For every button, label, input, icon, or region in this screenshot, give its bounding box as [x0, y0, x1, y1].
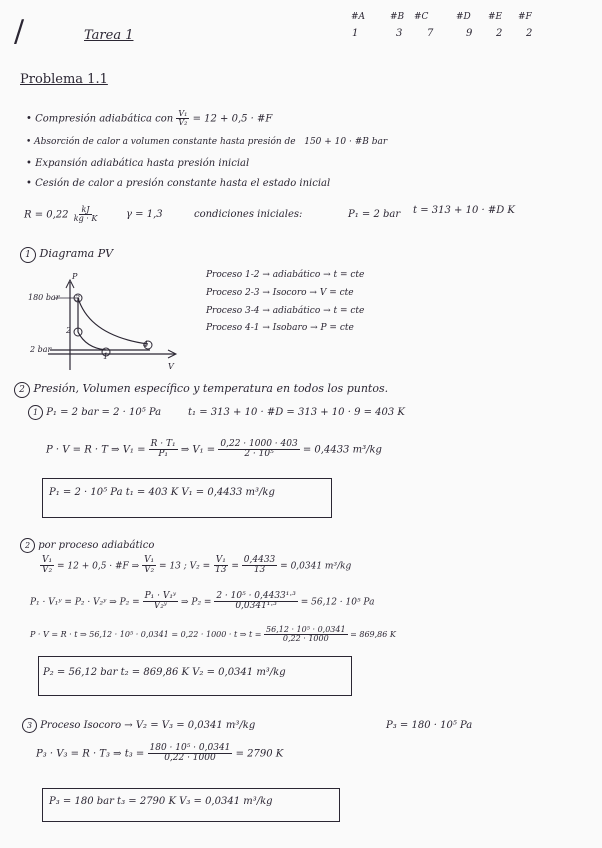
grade-value: 2 [526, 28, 533, 39]
frac-den: 0,22 · 1000 [164, 753, 216, 764]
grade-label: #A [351, 12, 366, 22]
t3-eq: P₃ · V₃ = R · T₃ ⇒ t₃ = [36, 748, 145, 760]
initial-pressure: P₁ = 2 bar [348, 209, 401, 220]
frac-v1-numeric [218, 440, 299, 460]
point2-heading [20, 538, 154, 553]
frac-num: 0,22 · 1000 · 403 [220, 439, 298, 449]
diagram-heading [20, 247, 113, 263]
p-low-label: 2 bar [30, 345, 52, 354]
r-unit [72, 206, 100, 224]
frac-rt-p [149, 440, 178, 460]
ratio-numerator: V₁ [178, 109, 188, 118]
frac-num: 56,12 · 10⁵ · 0,0341 [266, 625, 346, 634]
point3-boxed: P₃ = 180 bar t₃ = 2790 K V₃ = 0,0341 m³/kg [49, 796, 273, 807]
p2-frac-numeric [214, 592, 298, 612]
frac-den: 2 · 10⁵ [244, 449, 274, 460]
grade-label: #B [390, 12, 405, 22]
v-axis-label: V [168, 362, 174, 371]
frac-num: P₁ · V₁ʸ [144, 591, 177, 601]
bullet-text: Compresión adiabática con [35, 113, 174, 125]
t2-frac [264, 626, 348, 644]
bullet-heat-release: • Cesión de calor a presión constante hasta el estado inicial [26, 178, 331, 189]
section2-title: Presión, Volumen específico y temperatura en todos los puntos. [33, 382, 389, 395]
frac-den: P₁ [158, 449, 168, 460]
equals: = [231, 561, 239, 572]
point2-boxed: P₂ = 56,12 bar t₂ = 869,86 K V₂ = 0,0341 m³/kg [43, 667, 286, 678]
t3-frac [148, 744, 233, 764]
frac-den: 0,22 · 1000 [282, 634, 329, 644]
ratio-denominator: V₂ [178, 118, 188, 128]
bullet-value: 150 + 10 · #B bar [304, 137, 388, 147]
section-number-badge: 2 [14, 382, 30, 398]
section-number-badge: 1 [20, 247, 36, 263]
frac-num: V₁ [215, 555, 226, 565]
point-badge: 2 [20, 538, 35, 553]
bullet-text: Cesión de calor a presión constante hasta el estado inicial [35, 178, 331, 189]
frac-num: V₁ [144, 555, 155, 565]
adiabatic-eq: P₁ · V₁ʸ = P₂ · V₂ʸ ⇒ P₂ = [30, 597, 140, 608]
bullet-text: Expansión adiabática hasta presión inicial [35, 158, 250, 169]
point3-result-box [42, 788, 340, 822]
point2-volume-calc [40, 556, 351, 576]
bullet-compression: • Compresión adiabática con $\frac{\text{V₁}}{\text{V₂}}$ = 12 + 0,5 · #F [26, 109, 273, 128]
frac-num: V₁ [42, 555, 53, 565]
p2-frac [143, 592, 179, 612]
pv-diagram [20, 270, 180, 380]
point3-isochore [22, 718, 255, 733]
bullet-text: Absorción de calor a volumen constante hasta presión de [34, 137, 296, 147]
v1-result: = 0,4433 m³/kg [302, 444, 382, 456]
p-axis-label: P [72, 272, 78, 281]
v2-result: = 0,0341 m³/kg [280, 561, 352, 572]
frac-num: 0,4433 [243, 555, 276, 565]
grade-value: 7 [427, 28, 434, 39]
r-unit-den: kg · K [73, 214, 98, 224]
point1-result-box [42, 478, 332, 518]
diagram-title: Diagrama PV [39, 247, 114, 260]
grade-value: 3 [396, 28, 403, 39]
frac-den: 13 [253, 565, 266, 576]
frac-den: V₂ʸ [153, 601, 168, 612]
process-1-2: Proceso 1-2 → adiabático → t = cte [206, 270, 365, 280]
v-ratio [40, 556, 54, 576]
grade-label: #C [414, 12, 429, 22]
adiabat-3-4 [78, 298, 148, 344]
point-badge: 1 [28, 405, 43, 420]
r-value: R = 0,22 [24, 209, 69, 221]
point-label: 1 [103, 352, 109, 361]
point-label: 3 [75, 294, 81, 303]
v2-frac-numeric [242, 556, 278, 576]
gas-constant [24, 206, 99, 224]
grade-label: #F [518, 12, 532, 22]
ratio-eq: = 12 + 0,5 · #F ⇒ [56, 561, 140, 572]
frac-num: 180 · 10⁵ · 0,0341 [149, 743, 231, 753]
gamma-value: γ = 1,3 [126, 209, 163, 220]
grade-value: 9 [466, 28, 473, 39]
problem-title: Problema 1.1 [20, 72, 108, 87]
point-label: 4 [143, 340, 149, 349]
adiabat-1-2 [78, 332, 106, 350]
v-ratio-2 [142, 556, 156, 576]
ratio-eq2: = 13 ; V₂ = [159, 561, 211, 572]
point3-temperature-calc [36, 744, 283, 764]
frac-den: V₂ [144, 565, 155, 576]
process-2-3: Proceso 2-3 → Isocoro → V = cte [206, 288, 354, 298]
point3-volume: Proceso Isocoro → V₂ = V₃ = 0,0341 m³/kg [40, 720, 256, 731]
initial-conditions-label: condiciones iniciales: [194, 209, 303, 220]
section2-heading [14, 382, 388, 398]
page-title: Tarea 1 [84, 28, 134, 43]
grade-value: 2 [496, 28, 503, 39]
frac-den: V₂ [42, 565, 53, 576]
frac-num: 2 · 10⁵ · 0,4433¹·³ [216, 591, 296, 601]
point1-temperature: t₁ = 313 + 10 · #D = 313 + 10 · 9 = 403 K [188, 407, 405, 418]
bullet-absorption: • Absorción de calor a volumen constante hasta presión de 150 + 10 · #B bar [26, 137, 388, 147]
p-high-label: 180 bar [28, 293, 60, 302]
process-4-1: Proceso 4-1 → Isobaro → P = cte [206, 323, 354, 333]
point-label: 2 [66, 326, 72, 335]
initial-temperature: t = 313 + 10 · #D K [413, 205, 515, 216]
bullet-value: = 12 + 0,5 · #F [192, 113, 273, 125]
volume-ratio [176, 110, 189, 128]
point2-pressure-calc: P₁ · V₁ʸ = P₂ · V₂ʸ ⇒ P₂ = $\frac{\text{P₁ · V₁ʸ}}{\text{V₂ʸ}}$ ⇒ P₂ = $\frac{\text{2 · 10⁵ · 0,4433¹·³}}{\text{0,0341¹·³}}$ = 56,12 · 10⁵ Pa [30, 591, 375, 612]
point1-volume-calc [46, 440, 382, 460]
point2-title: por proceso adiabático [38, 540, 155, 551]
grade-value: 1 [352, 28, 359, 39]
implies: ⇒ V₁ = [180, 444, 216, 456]
p2-result: = 56,12 · 10⁵ Pa [300, 597, 375, 608]
grade-label: #E [488, 12, 503, 22]
process-3-4: Proceso 3-4 → adiabático → t = cte [206, 306, 365, 316]
point2-result-box [38, 656, 352, 696]
frac-den: 13 [215, 565, 227, 576]
grade-label: #D [456, 12, 471, 22]
r-unit-num: kJ [81, 205, 90, 214]
ideal-gas-eq: P · V = R · T ⇒ V₁ = [46, 444, 146, 456]
v2-frac [213, 556, 228, 576]
point-badge: 3 [22, 718, 37, 733]
check-mark: / [14, 14, 25, 49]
bullet-expansion: • Expansión adiabática hasta presión inicial [26, 158, 250, 169]
point1-pressure [28, 405, 161, 420]
point1-boxed: P₁ = 2 · 10⁵ Pa t₁ = 403 K V₁ = 0,4433 m³/kg [49, 487, 275, 498]
point3-pressure: P₃ = 180 · 10⁵ Pa [386, 720, 473, 731]
frac-num: R · T₁ [150, 439, 176, 449]
p1-value: P₁ = 2 bar = 2 · 10⁵ Pa [46, 407, 162, 418]
t2-result: = 869,86 K [350, 629, 396, 639]
t2-eq: P · V = R · t ⇒ 56,12 · 10⁵ · 0,0341 = 0,22 · 1000 · t ⇒ t = [30, 629, 262, 639]
point2-temperature-calc [30, 626, 396, 644]
frac-den: 0,0341¹·³ [235, 601, 277, 612]
t3-result: = 2790 K [235, 748, 284, 760]
